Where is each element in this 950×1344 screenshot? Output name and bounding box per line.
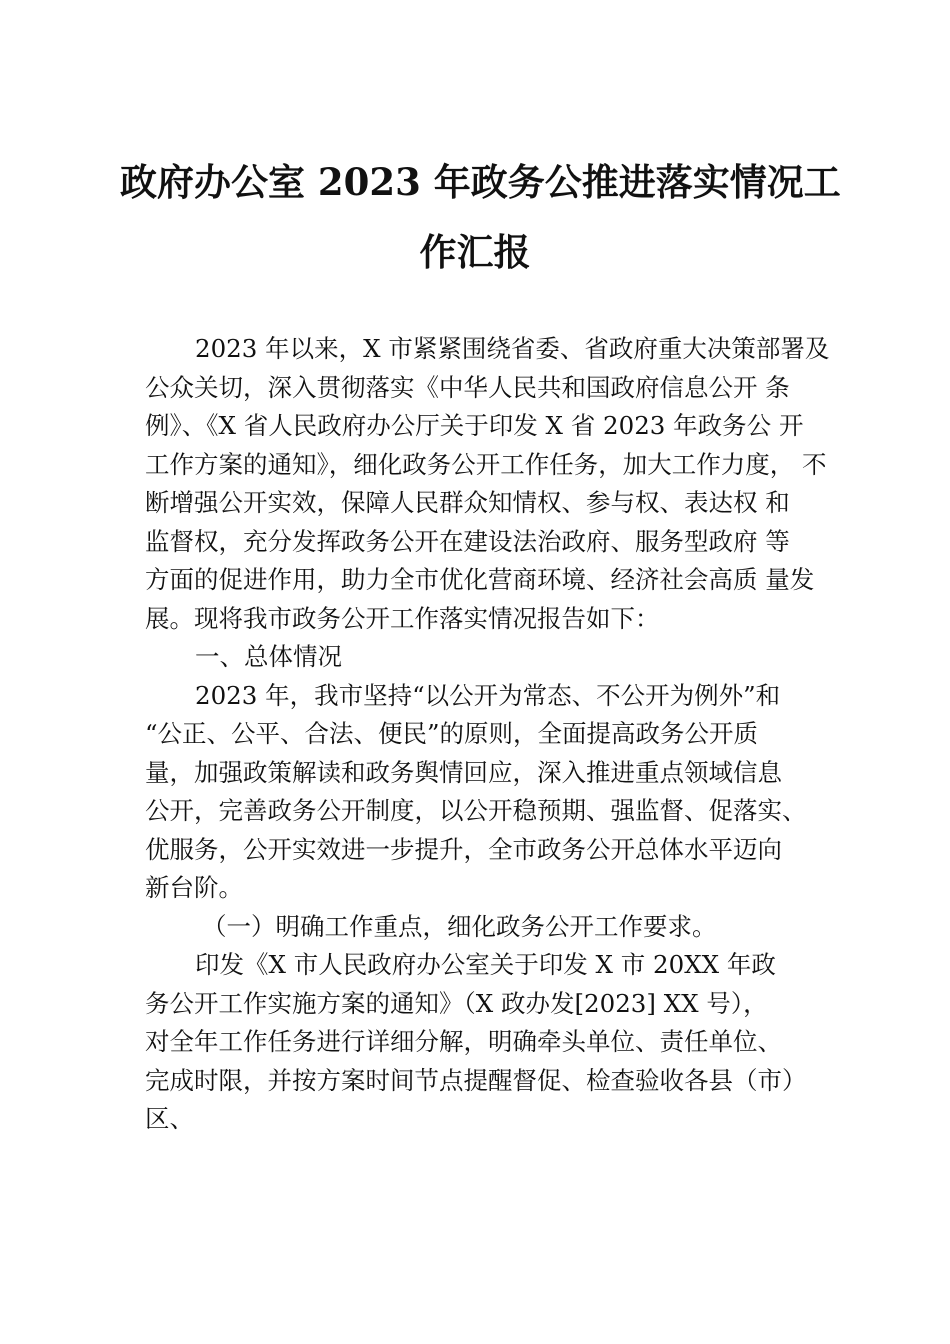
paragraph-line: 监督权，充分发挥政务公开在建设法治政府、服务型政府 等 <box>145 526 790 556</box>
paragraph-line: 印发《X 市人民政府办公室关于印发 X 市 20XX 年政 <box>195 950 776 979</box>
document-title-line-2: 作汇报 <box>419 230 531 274</box>
paragraph-line: 2023 年，我市坚持“以公开为常态、不公开为例外”和 <box>195 680 781 710</box>
paragraph-line: 例》、《X 省人民政府办公厅关于印发 X 省 2023 年政务公 开 <box>145 411 804 440</box>
paragraph-line: 量，加强政策解读和政务舆情回应，深入推进重点领域信息 <box>145 757 782 787</box>
paragraph-line: 新台阶。 <box>145 873 243 902</box>
paragraph-line: “公正、公平、合法、便民”的原则，全面提高政务公开质 <box>145 719 759 748</box>
paragraph-line: 2023 年以来，X 市紧紧围绕省委、省政府重大决策部署及 <box>195 334 830 363</box>
paragraph-line: 工作方案的通知》，细化政务公开工作任务，加大工作力度， 不 <box>145 449 827 479</box>
paragraph-line: 断增强公开实效，保障人民群众知情权、参与权、表达权 和 <box>145 488 790 517</box>
paragraph-line: 公众关切，深入贯彻落实《中华人民共和国政府信息公开 条 <box>145 372 790 402</box>
paragraph-line: 对全年工作任务进行详细分解，明确牵头单位、责任单位、 <box>145 1027 782 1056</box>
section-heading: 一、总体情况 <box>195 642 342 671</box>
paragraph-line: 优服务，公开实效进一步提升，全市政务公开总体水平迈向 <box>145 834 782 864</box>
paragraph-line: 展。现将我市政务公开工作落实情况报告如下： <box>145 603 660 633</box>
paragraph-line: 区、 <box>145 1104 194 1133</box>
document-body <box>145 330 835 1139</box>
paragraph-line: 公开，完善政务公开制度，以公开稳预期、强监督、促落实、 <box>145 796 807 825</box>
document-title-line-1: 政府办公室 2023 年政务公推进落实情况工 <box>120 160 841 204</box>
paragraph-line: 完成时限，并按方案时间节点提醒督促、检查验收各县（市） <box>145 1065 807 1095</box>
paragraph-line: 方面的促进作用，助力全市优化营商环境、经济社会高质 量发 <box>145 565 815 594</box>
subsection-heading: （一）明确工作重点，细化政务公开工作要求。 <box>202 911 717 941</box>
paragraph-line: 务公开工作实施方案的通知》（X 政办发[2023] XX 号）， <box>145 988 768 1018</box>
